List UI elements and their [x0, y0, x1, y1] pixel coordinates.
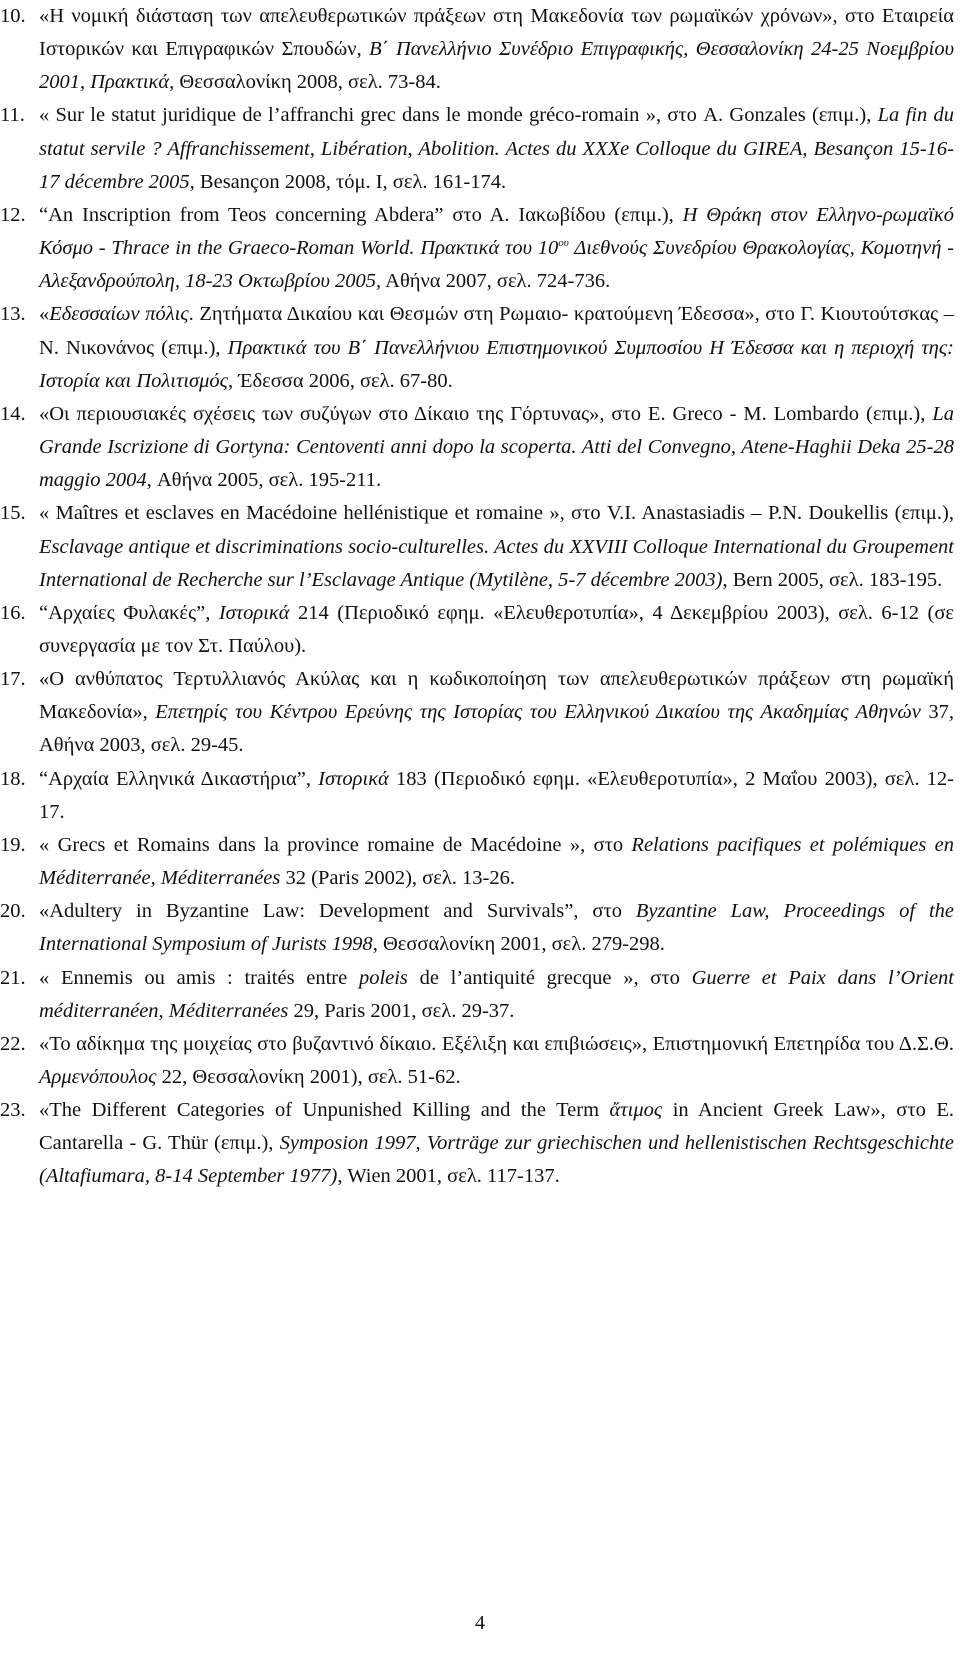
citation-text: de l’antiquité grecque », στο: [407, 966, 692, 989]
citation-italic-text: Επετηρίς του Κέντρου Ερεύνης της Ιστορίας του Ελληνικού Δικαίου της Ακαδημίας Αθηνών: [155, 701, 921, 724]
entry-number: 19.: [0, 833, 26, 856]
citation-italic-text: Guerre et Paix dans l’Orient méditerranéen, Méditerranées: [39, 966, 954, 1022]
entry-citation: [39, 834, 954, 889]
citation-text: , Αθήνα 2007, σελ. 724-736.: [376, 270, 611, 293]
citation-text: «: [39, 303, 50, 326]
list-item: [0, 597, 954, 663]
list-item: [0, 663, 954, 762]
entry-number: 21.: [0, 966, 26, 989]
citation-italic-text: Symposion 1997, Vorträge zur griechischen und hellenistischen Rechtsgeschichte (Altafiumara, 8-14 September 1977): [39, 1132, 954, 1188]
list-item: [0, 0, 954, 99]
citation-text: «Η νομική διάσταση των απελευθερωτικών πράξεων στη Μακεδονία των ρωμαϊκών χρόνων», στο Εταιρεία Ιστορικών και Επιγραφικών Σπουδών,: [39, 5, 954, 61]
entry-citation: [39, 403, 954, 491]
entry-number: 14.: [0, 402, 26, 425]
entry-number: 20.: [0, 900, 26, 923]
citation-text: “Αρχαίες Φυλακές”,: [39, 601, 219, 624]
entry-citation: [39, 5, 954, 93]
list-item: [0, 763, 954, 829]
list-item: [0, 1094, 954, 1193]
list-item: [0, 1028, 954, 1094]
entry-number: 17.: [0, 668, 26, 691]
list-item: [0, 199, 954, 298]
citation-text: 22, Θεσσαλονίκη 2001), σελ. 51-62.: [156, 1066, 461, 1088]
list-item: [0, 497, 954, 596]
citation-italic-text: Ιστορικά: [218, 601, 290, 624]
entry-number: 10.: [0, 5, 26, 27]
citation-italic-text: Η Θράκη στον Ελληνο-ρωμαϊκό Κόσμο - Thrace in the Graeco-Roman World. Πρακτικά του 10: [39, 203, 954, 260]
list-item: [0, 895, 954, 961]
citation-text: 37, Αθήνα 2003, σελ. 29-45.: [39, 701, 954, 757]
citation-italic-text: ἄτιμος: [609, 1099, 663, 1122]
entry-number: 16.: [0, 601, 26, 624]
citation-text: « Maîtres et esclaves en Macédoine hellénistique et romaine », στο V.I. Anastasiadis – P.N. Doukellis (επιμ.),: [39, 502, 954, 525]
entry-citation: [39, 668, 954, 756]
citation-italic-text: Αρμενόπουλος: [39, 1066, 157, 1088]
list-item: [0, 398, 954, 497]
entry-citation: [39, 967, 954, 1022]
entry-number: 18.: [0, 767, 26, 790]
citation-text: , Αθήνα 2005, σελ. 195-211.: [146, 469, 382, 492]
citation-italic-text: La fin du statut servile ? Affranchissement, Libération, Abolition. Actes du XXXe Colloque du GIREA, Besançon 15-16-17 décembre 2005: [39, 104, 955, 193]
citation-italic-text: Διεθνούς Συνεδρίου Θρακολογίας, Κομοτηνή - Αλεξανδρούπολη, 18-23 Οκτωβρίου 2005: [39, 237, 954, 293]
entry-citation: [39, 204, 954, 292]
citation-text: « Sur le statut juridique de l’affranchi grec dans le monde gréco-romain », στο A. Gonzales (επιμ.),: [39, 104, 878, 127]
citation-text: 214 (Περιοδικό εφημ. «Ελευθεροτυπία», 4 Δεκεμβρίου 2003), σελ. 6-12 (σε συνεργασία με τον Στ. Παύλου).: [39, 601, 954, 657]
citation-text: , Θεσσαλονίκη 2008, σελ. 73-84.: [169, 71, 441, 94]
entry-number: 13.: [0, 303, 26, 326]
citation-text: in Ancient Greek Law», στο E. Cantarella - G. Thür (επιμ.),: [39, 1099, 954, 1155]
citation-italic-text: Esclavage antique et discriminations socio-culturelles. Actes du XXVIII Colloque International du Groupement International de Recherche sur l’Esclavage Antique (Mytilène, 5-7 décembre 2003): [39, 535, 954, 591]
citation-text: , Θεσσαλονίκη 2001, σελ. 279-298.: [372, 933, 665, 956]
citation-italic-text: ου: [558, 237, 569, 250]
entry-citation: [39, 1099, 954, 1187]
entry-citation: [39, 502, 954, 590]
citation-text: « Grecs et Romains dans la province romaine de Macédoine », στο: [39, 833, 632, 856]
citation-text: , Wien 2001, σελ. 117-137.: [337, 1165, 560, 1188]
entry-citation: [39, 602, 954, 657]
citation-text: , Bern 2005, σελ. 183-195.: [722, 568, 943, 591]
citation-italic-text: poleis: [358, 966, 408, 989]
citation-text: « Ennemis ou amis : traités entre: [39, 966, 359, 989]
citation-italic-text: Byzantine Law, Proceedings of the International Symposium of Jurists 1998: [39, 900, 955, 956]
citation-italic-text: Εδεσσαίων πόλις: [49, 303, 189, 326]
entry-citation: [39, 104, 954, 192]
list-item: [0, 298, 954, 397]
citation-italic-text: Ιστορικά: [318, 767, 389, 790]
citation-italic-text: Relations pacifiques et polémiques en Méditerranée, Méditerranées: [39, 833, 954, 890]
citation-text: «Οι περιουσιακές σχέσεις των συζύγων στο Δίκαιο της Γόρτυνας», στο E. Greco - M. Lombardo (επιμ.),: [39, 402, 933, 425]
entry-number: 22.: [0, 1032, 26, 1055]
citation-text: “Αρχαία Ελληνικά Δικαστήρια”,: [39, 767, 319, 790]
entry-number: 15.: [0, 502, 26, 525]
citation-text: «Ο ανθύπατος Τερτυλλιανός Ακύλας και η κωδικοποίηση των απελευθερωτικών πράξεων στη ρωμαϊκή Μακεδονία»,: [39, 668, 954, 724]
citation-text: 183 (Περιοδικό εφημ. «Ελευθεροτυπία», 2 Μαΐου 2003), σελ. 12-17.: [39, 767, 954, 823]
citation-text: «Adultery in Byzantine Law: Development and Survivals”, στο: [39, 900, 636, 923]
citation-text: «Το αδίκημα της μοιχείας στο βυζαντινό δίκαιο. Εξέλιξη και επιβιώσεις», Επιστημονική Επετηρίδα του Δ.Σ.Θ.: [39, 1032, 954, 1055]
page-number: 4: [475, 1612, 485, 1634]
citation-text: , Έδεσσα 2006, σελ. 67-80.: [228, 369, 453, 392]
citation-text: . Ζητήματα Δικαίου και Θεσμών στη Ρωμαιο- κρατούμενη Έδεσσα», στο Γ. Κιουτούτσκας – Ν. Νικονάνος (επιμ.),: [39, 303, 954, 359]
citation-text: 32 (Paris 2002), σελ. 13-26.: [280, 867, 515, 890]
list-item: [0, 829, 954, 895]
list-item: [0, 99, 954, 198]
list-item: [0, 962, 954, 1028]
citation-italic-text: Πρακτικά του Β΄ Πανελλήνιου Επιστημονικού Συμποσίου Η Έδεσσα και η περιοχή της: Ιστορία και Πολιτισμός: [39, 336, 954, 392]
citation-italic-text: Β΄ Πανελλήνιο Συνέδριο Επιγραφικής, Θεσσαλονίκη 24-25 Νοεμβρίου 2001, Πρακτικά: [39, 38, 954, 94]
citation-text: «The Different Categories of Unpunished Killing and the Term: [39, 1099, 610, 1122]
citation-text: 29, Paris 2001, σελ. 29-37.: [288, 999, 515, 1022]
entry-number: 11.: [0, 104, 25, 127]
entry-citation: [39, 900, 954, 955]
citation-text: “An Inscription from Teos concerning Abdera” στο Α. Ιακωβίδου (επιμ.),: [39, 203, 683, 226]
entry-number: 12.: [0, 203, 26, 226]
citation-italic-text: La Grande Iscrizione di Gortyna: Centoventi anni dopo la scoperta. Atti del Convegno, Atene-Haghii Deka 25-28 maggio 2004: [39, 402, 954, 492]
citation-text: , Besançon 2008, τόμ. I, σελ. 161-174.: [189, 170, 507, 193]
entry-citation: [39, 1033, 954, 1088]
entry-citation: [39, 303, 954, 391]
entry-number: 23.: [0, 1099, 26, 1122]
entry-citation: [39, 768, 954, 823]
